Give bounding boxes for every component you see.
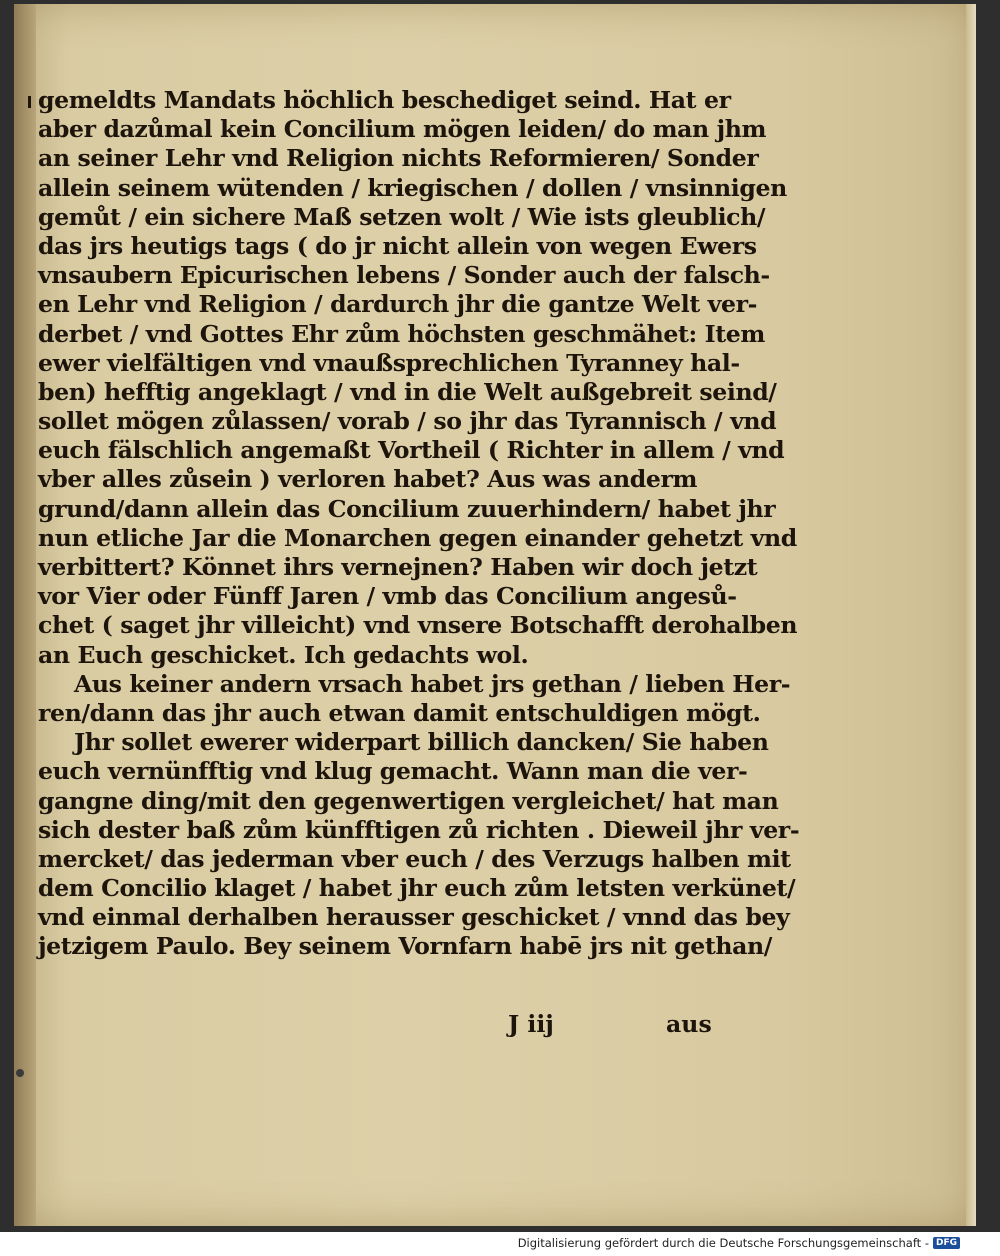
text-line: Jhr sollet ewerer widerpart billich dancken/ Sie haben xyxy=(74,728,769,757)
text-line: ren/dann das jhr auch etwan damit entschuldigen mögt. xyxy=(38,698,761,727)
text-line: en Lehr vnd Religion / dardurch jhr die gantze Welt ver- xyxy=(38,290,758,319)
pin-mark xyxy=(16,1069,24,1077)
credit-text: Digitalisierung gefördert durch die Deutsche Forschungsgemeinschaft - xyxy=(517,1236,929,1250)
text-line: das jrs heutigs tags ( do jr nicht allein von wegen Ewers xyxy=(38,231,757,260)
text-line: vnsaubern Epicurischen lebens / Sonder auch der falsch- xyxy=(38,261,770,290)
text-line: gangne ding/mit den gegenwertigen vergleichet/ hat man xyxy=(38,786,779,815)
text-line: nun etliche Jar die Monarchen gegen einander gehetzt vnd xyxy=(38,523,797,552)
text-line: dem Concilio klaget / habet jhr euch zům letsten verkünet/ xyxy=(38,874,796,903)
text-line: an seiner Lehr vnd Religion nichts Reformieren/ Sonder xyxy=(38,144,759,173)
text-line: sollet mögen zůlassen/ vorab / so jhr das Tyrannisch / vnd xyxy=(38,407,777,436)
text-line: allein seinem wütenden / kriegischen / dollen / vnsinnigen xyxy=(38,173,787,202)
text-line: an Euch geschicket. Ich gedachts wol. xyxy=(38,640,529,669)
page-gutter xyxy=(14,4,36,1226)
text-line: euch fälschlich angemaßt Vortheil ( Richter in allem / vnd xyxy=(38,436,785,465)
text-line: euch vernünfftig vnd klug gemacht. Wann man die ver- xyxy=(38,757,748,786)
text-line: sich dester baß zům künfftigen zů richten . Dieweil jhr ver- xyxy=(38,815,800,844)
body-text xyxy=(38,86,800,962)
text-line: chet ( saget jhr villeicht) vnd vnsere Botschafft derohalben xyxy=(38,611,798,640)
text-line: ben) hefftig angeklagt / vnd in die Welt außgebreit seind/ xyxy=(38,377,777,406)
page-footer-row xyxy=(38,1010,710,1040)
text-line: aber dazůmal kein Concilium mögen leiden/ do man jhm xyxy=(38,115,767,144)
text-line: verbittert? Könnet ihrs vernejnen? Haben wir doch jetzt xyxy=(38,553,758,581)
margin-mark xyxy=(28,96,31,108)
text-line: gemůt / ein sichere Maß setzen wolt / Wie ists gleublich/ xyxy=(38,202,766,231)
catchword: aus xyxy=(666,1010,712,1038)
text-line: jetzigem Paulo. Bey seinem Vornfarn habē jrs nit gethan/ xyxy=(38,932,773,961)
text-line: grund/dann allein das Concilium zuuerhindern/ habet jhr xyxy=(38,494,776,523)
page-edge xyxy=(966,4,976,1226)
text-line: Aus keiner andern vrsach habet jrs gethan / lieben Her- xyxy=(74,669,791,698)
text-line: vber alles zůsein ) verloren habet? Aus was anderm xyxy=(38,465,698,494)
text-line: vnd einmal derhalben herausser geschicket / vnnd das bey xyxy=(38,903,790,932)
text-line: derbet / vnd Gottes Ehr zům höchsten geschmähet: Item xyxy=(38,319,765,348)
digitization-credit xyxy=(518,1236,960,1250)
text-line: ewer vielfältigen vnd vnaußsprechlichen Tyranney hal- xyxy=(38,348,740,377)
signature-mark: J iij xyxy=(508,1010,554,1038)
text-line: vor Vier oder Fünff Jaren / vmb das Concilium angesů- xyxy=(38,582,737,611)
text-line: gemeldts Mandats höchlich beschediget seind. Hat er xyxy=(38,86,731,114)
dfg-logo: DFG xyxy=(933,1237,960,1249)
text-line: mercket/ das jederman vber euch / des Verzugs halben mit xyxy=(38,844,791,873)
